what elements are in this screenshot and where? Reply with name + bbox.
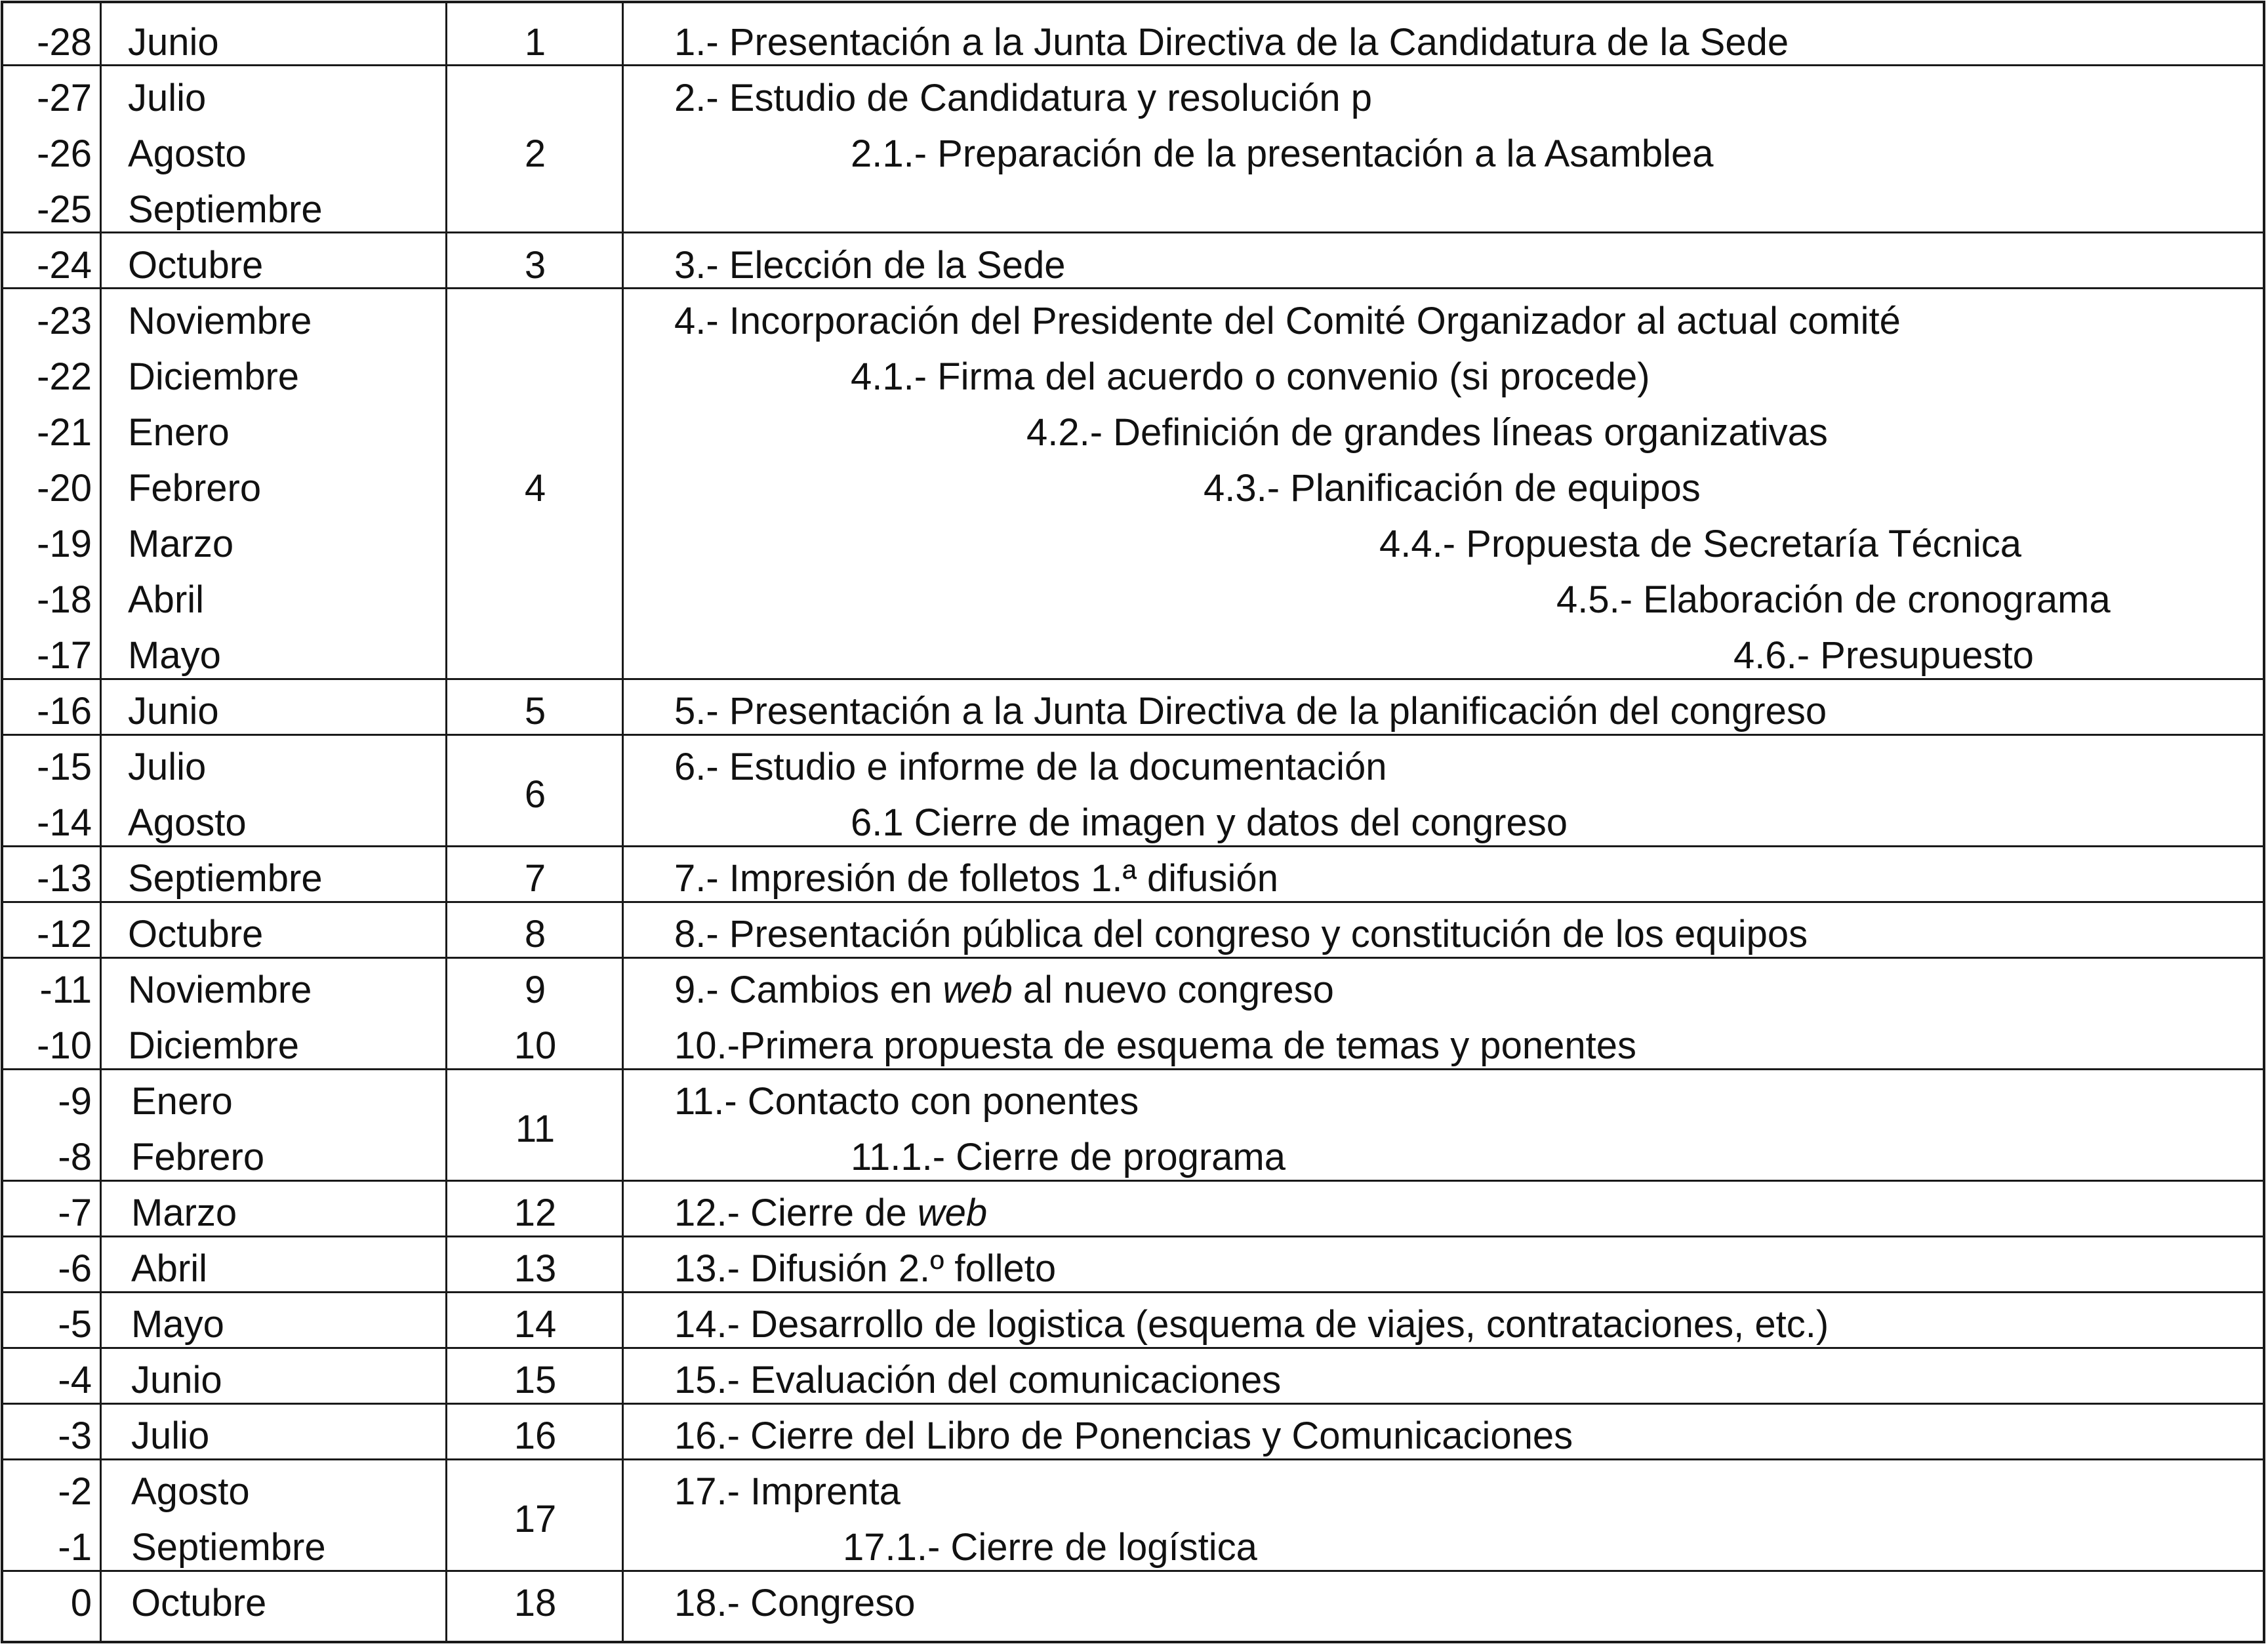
- task-description: 16.- Cierre del Libro de Ponencias y Comunicaciones: [674, 1415, 1573, 1457]
- month-offset: -12: [37, 913, 92, 955]
- month-name: Abril: [128, 578, 205, 621]
- task-description: 13.- Difusión 2.º folleto: [674, 1247, 1057, 1290]
- month-name: Diciembre: [128, 355, 300, 398]
- task-description: 4.- Incorporación del Presidente del Comité Organizador al actual comité: [674, 300, 1901, 342]
- month-name: Abril: [131, 1247, 208, 1290]
- task-text: 12.- Cierre de: [674, 1192, 918, 1234]
- subtask-description: 4.1.- Firma del acuerdo o convenio (si procede): [851, 355, 1650, 398]
- subtask-description: 6.1 Cierre de imagen y datos del congreso: [851, 801, 1568, 844]
- month-offset: -24: [37, 244, 92, 287]
- task-description: 1.- Presentación a la Junta Directiva de la Candidatura de la Sede: [674, 21, 1789, 64]
- month-offset: -17: [37, 634, 92, 677]
- month-offset: -26: [37, 132, 92, 175]
- month-offset: -23: [37, 300, 92, 342]
- month-offset: -10: [37, 1024, 92, 1067]
- month-name: Octubre: [128, 244, 264, 287]
- phase-number: 8: [524, 913, 546, 955]
- subtask-description: 17.1.- Cierre de logística: [843, 1526, 1257, 1569]
- month-offset: -4: [58, 1359, 92, 1401]
- month-name: Julio: [128, 746, 207, 788]
- month-name: Junio: [128, 690, 219, 733]
- subtask-description: 4.3.- Planificación de equipos: [1204, 467, 1701, 510]
- column-divider: [100, 3, 102, 1641]
- month-offset: -7: [58, 1192, 92, 1234]
- month-name: Febrero: [131, 1136, 265, 1178]
- task-description: 14.- Desarrollo de logistica (esquema de viajes, contrataciones, etc.): [674, 1303, 1829, 1346]
- month-name: Agosto: [128, 801, 247, 844]
- month-name: Septiembre: [128, 188, 323, 231]
- month-offset: -15: [37, 746, 92, 788]
- phase-number: 9: [524, 969, 546, 1011]
- subtask-description: 4.5.- Elaboración de cronograma: [1556, 578, 2111, 621]
- month-offset: -19: [37, 523, 92, 565]
- month-name: Noviembre: [128, 969, 312, 1011]
- schedule-table: [1, 1, 2265, 1643]
- row-divider: [3, 1291, 2263, 1293]
- month-name: Agosto: [131, 1470, 250, 1513]
- phase-number: 16: [514, 1415, 557, 1457]
- month-name: Agosto: [128, 132, 247, 175]
- month-offset: -22: [37, 355, 92, 398]
- month-offset: -14: [37, 801, 92, 844]
- subtask-description: 4.2.- Definición de grandes líneas organizativas: [1026, 411, 1828, 454]
- month-offset: -11: [39, 969, 92, 1011]
- month-offset: -9: [58, 1080, 92, 1123]
- task-description: 7.- Impresión de folletos 1.ª difusión: [674, 857, 1278, 900]
- month-name: Marzo: [128, 523, 234, 565]
- task-description: 6.- Estudio e informe de la documentación: [674, 746, 1387, 788]
- task-text-italic: web: [942, 969, 1013, 1011]
- month-name: Octubre: [131, 1582, 267, 1624]
- month-offset: 0: [70, 1582, 92, 1624]
- month-offset: -27: [37, 77, 92, 119]
- row-divider: [3, 231, 2263, 233]
- month-offset: -3: [58, 1415, 92, 1457]
- task-description: [674, 962, 1334, 1018]
- month-offset: -28: [37, 21, 92, 64]
- month-name: Junio: [131, 1359, 222, 1401]
- task-description: 18.- Congreso: [674, 1582, 916, 1624]
- task-description: [674, 1185, 987, 1241]
- phase-number: 4: [524, 467, 546, 510]
- task-description: 2.- Estudio de Candidatura y resolución p: [674, 77, 1372, 119]
- phase-number: 15: [514, 1359, 557, 1401]
- subtask-description: 2.1.- Preparación de la presentación a la Asamblea: [851, 132, 1714, 175]
- month-offset: -25: [37, 188, 92, 231]
- phase-number: 12: [514, 1192, 557, 1234]
- phase-number: 3: [524, 244, 546, 287]
- month-offset: -2: [58, 1470, 92, 1513]
- task-description: 3.- Elección de la Sede: [674, 244, 1066, 287]
- phase-number: 13: [514, 1247, 557, 1290]
- month-offset: -21: [37, 411, 92, 454]
- task-description: 5.- Presentación a la Junta Directiva de la planificación del congreso: [674, 690, 1827, 733]
- month-offset: -8: [58, 1136, 92, 1178]
- month-name: Febrero: [128, 467, 262, 510]
- month-name: Julio: [131, 1415, 210, 1457]
- subtask-description: 11.1.- Cierre de programa: [851, 1136, 1286, 1178]
- row-divider: [3, 287, 2263, 289]
- task-description: 17.- Imprenta: [674, 1470, 901, 1513]
- month-name: Diciembre: [128, 1024, 300, 1067]
- row-divider: [3, 1235, 2263, 1237]
- month-name: Enero: [131, 1080, 233, 1123]
- month-name: Julio: [128, 77, 207, 119]
- phase-number: 10: [514, 1024, 557, 1067]
- month-name: Octubre: [128, 913, 264, 955]
- month-name: Junio: [128, 21, 219, 64]
- month-name: Marzo: [131, 1192, 237, 1234]
- month-offset: -1: [58, 1526, 92, 1569]
- phase-number: 11: [515, 1108, 556, 1150]
- task-description: 11.- Contacto con ponentes: [674, 1080, 1139, 1123]
- phase-number: 6: [524, 773, 546, 816]
- subtask-description: 4.6.- Presupuesto: [1733, 634, 2034, 677]
- task-text-italic: web: [917, 1192, 988, 1234]
- phase-number: 17: [514, 1498, 557, 1540]
- task-description: 10.-Primera propuesta de esquema de temas y ponentes: [674, 1024, 1636, 1067]
- phase-number: 1: [524, 21, 546, 64]
- phase-number: 7: [524, 857, 546, 900]
- month-name: Mayo: [128, 634, 221, 677]
- month-offset: -16: [37, 690, 92, 733]
- month-name: Septiembre: [128, 857, 323, 900]
- task-text: 9.- Cambios en: [674, 969, 943, 1011]
- phase-number: 2: [524, 132, 546, 175]
- month-offset: -20: [37, 467, 92, 510]
- month-name: Noviembre: [128, 300, 312, 342]
- month-name: Mayo: [131, 1303, 224, 1346]
- task-description: 15.- Evaluación del comunicaciones: [674, 1359, 1282, 1401]
- phase-number: 14: [514, 1303, 557, 1346]
- phase-number: 18: [514, 1582, 557, 1624]
- phase-number: 5: [524, 690, 546, 733]
- task-description: 8.- Presentación pública del congreso y constitución de los equipos: [674, 913, 1808, 955]
- month-name: Septiembre: [131, 1526, 326, 1569]
- month-offset: -18: [37, 578, 92, 621]
- month-offset: -6: [58, 1247, 92, 1290]
- month-offset: -5: [58, 1303, 92, 1346]
- task-text: al nuevo congreso: [1012, 969, 1334, 1011]
- month-offset: -13: [37, 857, 92, 900]
- subtask-description: 4.4.- Propuesta de Secretaría Técnica: [1379, 523, 2022, 565]
- month-name: Enero: [128, 411, 230, 454]
